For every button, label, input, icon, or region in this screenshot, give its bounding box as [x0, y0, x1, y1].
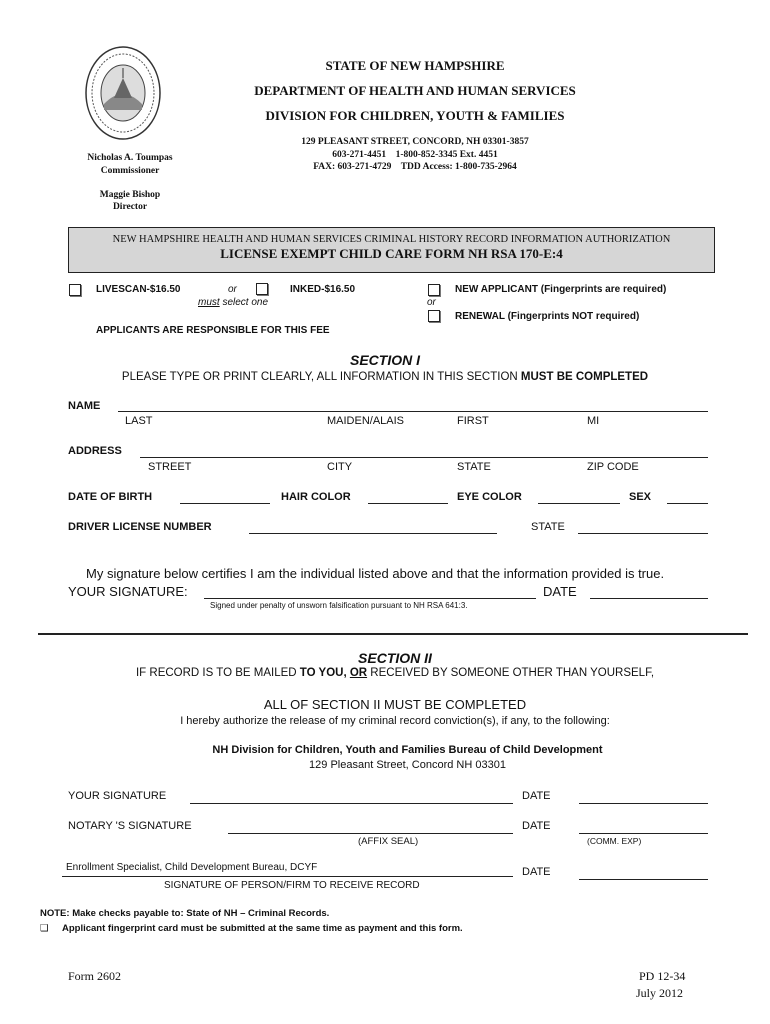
sex-input-line[interactable]	[667, 503, 708, 504]
commissioner-title: Commissioner	[100, 166, 160, 176]
state-title: STATE OF NEW HAMPSHIRE	[325, 58, 505, 73]
bullet-icon: ❑	[40, 923, 49, 934]
must-text: must	[198, 297, 220, 308]
all-section-2-required: ALL OF SECTION II MUST BE COMPLETED	[263, 697, 527, 712]
mail-to-you: TO YOU,	[299, 667, 350, 679]
select-one-text: select one	[219, 297, 269, 308]
inked-checkbox[interactable]	[256, 283, 268, 295]
section-1-title: SECTION I	[349, 352, 420, 368]
bureau-address: 129 Pleasant Street, Concord NH 03301	[309, 759, 506, 771]
form-date: July 2012	[636, 986, 684, 1000]
form-number: Form 2602	[68, 969, 122, 983]
section-2-title: SECTION II	[358, 650, 432, 666]
livescan-checkbox[interactable]	[69, 284, 81, 296]
banner-authorization: NEW HAMPSHIRE HEALTH AND HUMAN SERVICES CRIMINAL HISTORY RECORD INFORMATION AUTHORIZATION	[112, 234, 671, 245]
last-label: LAST	[125, 415, 153, 427]
section-2-mail-instruction	[0, 667, 770, 679]
state-seal-emblem	[84, 44, 162, 142]
office-address: 129 PLEASANT STREET, CONCORD, NH 03301-3857	[301, 137, 529, 147]
or-label-2: or	[427, 297, 436, 308]
name-input-line[interactable]	[118, 411, 708, 412]
section-1-instruction	[0, 371, 770, 383]
new-applicant-checkbox[interactable]	[428, 284, 440, 296]
office-phones: 603-271-4451 1-800-852-3345 Ext. 4451	[332, 150, 498, 160]
section-2-date-input-line[interactable]	[579, 803, 708, 804]
address-label: ADDRESS	[68, 445, 122, 457]
signature-date-label: DATE	[543, 584, 577, 599]
receiver-signature-input-line[interactable]	[62, 876, 513, 877]
eye-color-label: EYE COLOR	[457, 491, 522, 503]
hair-color-input-line[interactable]	[368, 503, 448, 504]
or-label: or	[228, 284, 237, 295]
inked-label: INKED-$16.50	[290, 284, 356, 295]
sex-label: SEX	[629, 491, 652, 503]
director-title: Director	[112, 202, 148, 212]
department-title: DEPARTMENT OF HEALTH AND HUMAN SERVICES	[254, 83, 576, 98]
section-2-signature-input-line[interactable]	[190, 803, 513, 804]
eye-color-input-line[interactable]	[538, 503, 620, 504]
commissioner-name: Nicholas A. Toumpas	[87, 153, 173, 163]
instruction-emphasis: MUST BE COMPLETED	[520, 371, 649, 383]
mail-or: OR	[349, 667, 368, 679]
section-divider	[38, 633, 748, 635]
mail-text: IF RECORD IS TO BE MAILED	[135, 667, 300, 679]
zip-label: ZIP CODE	[587, 461, 639, 473]
street-label: STREET	[148, 461, 192, 473]
division-title: DIVISION FOR CHILDREN, YOUTH & FAMILIES	[265, 108, 565, 123]
authorization-statement: I hereby authorize the release of my criminal record conviction(s), if any, to the following:	[180, 715, 610, 727]
notary-signature-label: NOTARY 'S SIGNATURE	[68, 820, 192, 832]
instruction-text: PLEASE TYPE OR PRINT CLEARLY, ALL INFORMATION IN THIS SECTION	[121, 371, 521, 383]
director-name: Maggie Bishop	[99, 190, 161, 200]
notary-date-label: DATE	[522, 820, 551, 832]
receiver-signature-label: SIGNATURE OF PERSON/FIRM TO RECEIVE RECORD	[164, 880, 420, 891]
driver-license-input-line[interactable]	[249, 533, 497, 534]
dob-label: DATE OF BIRTH	[68, 491, 153, 503]
notary-date-input-line[interactable]	[579, 833, 708, 834]
receiver-date-input-line[interactable]	[579, 879, 708, 880]
affix-seal-label: (AFFIX SEAL)	[358, 836, 419, 847]
driver-license-label: DRIVER LICENSE NUMBER	[68, 521, 212, 533]
section-2-date-label: DATE	[522, 790, 551, 802]
section-2-signature-label: YOUR SIGNATURE	[68, 790, 167, 802]
form-title-banner	[68, 227, 715, 273]
comm-exp-label: (COMM. EXP)	[587, 836, 642, 846]
penalty-note: Signed under penalty of unsworn falsification pursuant to NH RSA 641:3.	[210, 601, 468, 610]
name-label: NAME	[68, 400, 101, 412]
state-label: STATE	[457, 461, 491, 473]
dob-input-line[interactable]	[180, 503, 270, 504]
city-label: CITY	[327, 461, 353, 473]
certification-text: My signature below certifies I am the individual listed above and that the information provided is true.	[86, 566, 665, 581]
receiver-date-label: DATE	[522, 866, 551, 878]
fingerprint-card-note: Applicant fingerprint card must be submitted at the same time as payment and this form.	[62, 923, 463, 934]
bureau-name: NH Division for Children, Youth and Families Bureau of Child Development	[212, 744, 603, 756]
maiden-label: MAIDEN/ALAIS	[327, 415, 405, 427]
livescan-label: LIVESCAN-$16.50	[96, 284, 181, 295]
your-signature-label: YOUR SIGNATURE:	[68, 584, 188, 599]
address-input-line[interactable]	[140, 457, 708, 458]
fee-note: APPLICANTS ARE RESPONSIBLE FOR THIS FEE	[96, 325, 330, 336]
license-state-input-line[interactable]	[578, 533, 708, 534]
signature-date-input-line[interactable]	[590, 598, 708, 599]
pd-number: PD 12-34	[639, 969, 686, 983]
select-one-note	[198, 297, 268, 308]
renewal-label: RENEWAL (Fingerprints NOT required)	[455, 311, 640, 322]
payment-note: NOTE: Make checks payable to: State of NH – Criminal Records.	[40, 908, 330, 919]
first-label: FIRST	[457, 415, 489, 427]
renewal-checkbox[interactable]	[428, 310, 440, 322]
enrollment-specialist: Enrollment Specialist, Child Development Bureau, DCYF	[66, 862, 318, 873]
license-state-label: STATE	[531, 521, 565, 533]
signature-input-line[interactable]	[204, 598, 536, 599]
mi-label: MI	[587, 415, 600, 427]
new-applicant-label: NEW APPLICANT (Fingerprints are required)	[455, 284, 667, 295]
mail-other: RECEIVED BY SOMEONE OTHER THAN YOURSELF,	[367, 667, 655, 679]
banner-form-name: LICENSE EXEMPT CHILD CARE FORM NH RSA 170-E:4	[220, 246, 563, 261]
hair-color-label: HAIR COLOR	[281, 491, 351, 503]
notary-signature-input-line[interactable]	[228, 833, 513, 834]
office-fax: FAX: 603-271-4729 TDD Access: 1-800-735-2964	[313, 162, 517, 172]
